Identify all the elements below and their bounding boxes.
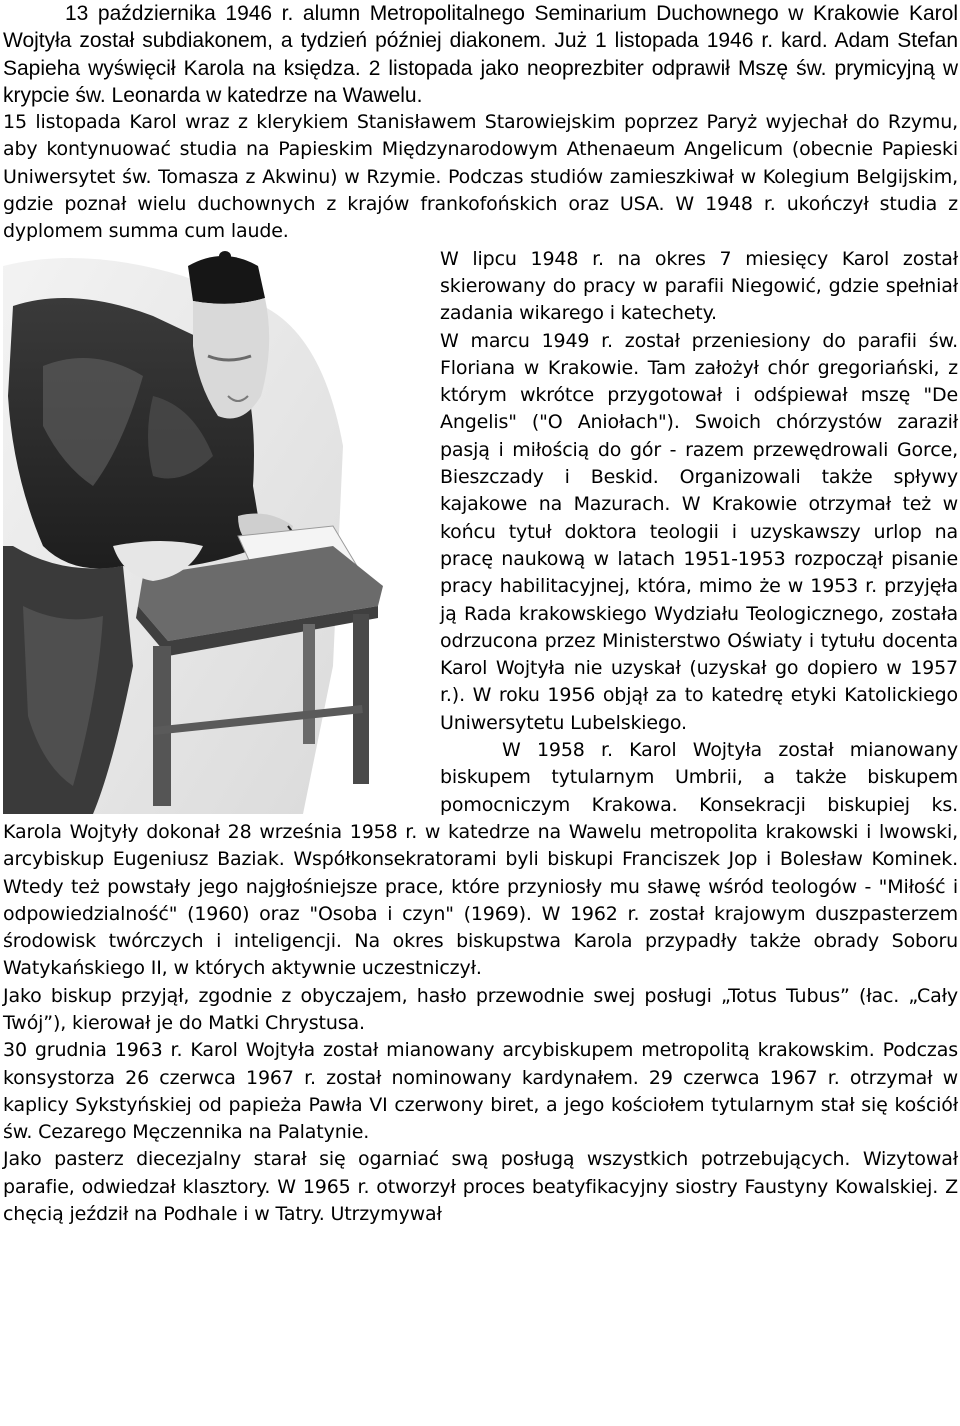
paragraph-st-florian: W marcu 1949 r. został przeniesiony do parafii św. Floriana w Krakowie. Tam założył chór gregoriański, z którym wkrótce przygotował i odśpiewał mszę "De Angelis" ("O Aniołach"). Swoich chórzystów zaraził pasją i miłością do gór - razem przewędrowali Gorce, Bieszczady i Beskid. Organizowali także spływy kajakowe na Mazurach. W Krakowie otrzymał też w końcu tytuł doktora teologii i uzyskawszy urlop na pracę naukową w latach 1951-1953 rozpoczął pisanie pracy habilitacyjnej, która, mimo że w 1953 r. przyjęła ją Rada krakowskiego Wydziału Teologicznego, została odrzucona przez Ministerstwo Oświaty i tytułu docenta Karol Wojtyła nie uzyskał (uzyskał go dopiero w 1957 r.). W roku 1956 objął za to katedrę etyki Katolickiego Uniwersytetu Lubelskiego. (440, 329, 958, 734)
document-page (3, 0, 958, 1228)
paragraph-rome-studies-intro (3, 109, 958, 245)
paragraph-motto: Jako biskup przyjął, zgodnie z obyczajem, hasło przewodnie swej posługi „Totus Tubus” (łac. „Cały Twój”), kierował je do Matki Chrystusa. (3, 984, 958, 1034)
paragraph-archbishop-cardinal: 30 grudnia 1963 r. Karol Wojtyła został mianowany arcybiskupem metropolitą krakowskim. Podczas konsystorza 26 czerwca 1967 r. został nominowany kardynałem. 29 czerwca 1967 r. otrzymał w kaplicy Sykstyńskiej od papieża Pawła VI czerwony biret, a jego kościołem tytularnym stał się kościół św. Cezarego Męczennika na Palatynie. (3, 1039, 958, 1144)
paragraph-rome-studies: 15 listopada Karol wraz z klerykiem Stanisławem Starowiejskim poprzez Paryż wyjechał do Rzymu, aby kontynuować studia na Papieskim Międzynarodowym Athenaeum Angelicum (obecnie Papieski Uniwersytet św. Tomasza z Akwinu) w Rzymie. Podczas studiów zamieszkiwał w Kolegium Belgijskim, gdzie poznał wielu duchownych z krajów frankofońskich oraz USA. W 1948 r. ukończył studia z dyplomem summa cum laude. (3, 111, 958, 243)
paragraph-bishop: W 1958 r. Karol Wojtyła został mianowany biskupem tytularnym Umbrii, a także biskupem pomocniczym Krakowa. Konsekracji biskupiej ks. Karola Wojtyły dokonał 28 września 1958 r. w katedrze na Wawelu metropolita krakowski i lwowski, arcybiskup Eugeniusz Baziak. Współkonsekratorami byli biskupi Franciszek Jop i Bolesław Kominek. Wtedy też powstały jego najgłośniejsze prace, które przyniosły mu sławę wśród teologów - "Miłość i odpowiedzialność" (1960) oraz "Osoba i czyn" (1969). W 1962 r. został krajowym duszpasterzem środowisk twórczych i inteligencji. Na okres biskupstwa Karola przypadły także obrady Soboru Watykańskiego II, w których aktywnie uczestniczył. (3, 739, 958, 980)
paragraph-pastor: Jako pasterz diecezjalny starał się ogarniać swą posługą wszystkich potrzebujących. Wizytował parafie, odwiedzał klasztory. W 1965 r. otworzył proces beatyfikacyjny siostry Faustyny Kowalskiej. Z chęcią jeździł na Podhale i w Tatry. Utrzymywał (3, 1148, 958, 1226)
wojtyla-writing-photo (3, 246, 428, 814)
photo-illustration (3, 246, 428, 814)
paragraph-niegowic: W lipcu 1948 r. na okres 7 miesięcy Karol został skierowany do pracy w parafii Niegowić, gdzie spełniał zadania wikarego i katechety. (440, 247, 958, 325)
paragraph-ordination: 13 października 1946 r. alumn Metropolitalnego Seminarium Duchownego w Krakowie Karol Wojtyła został subdiakonem, a tydzień później diakonem. Już 1 listopada 1946 r. kard. Adam Stefan Sapieha wyświęcił Karola na księdza. 2 listopada jako neoprezbiter odprawił Mszę św. prymicyjną w krypcie św. Leonarda w katedrze na Wawelu. (3, 2, 958, 107)
